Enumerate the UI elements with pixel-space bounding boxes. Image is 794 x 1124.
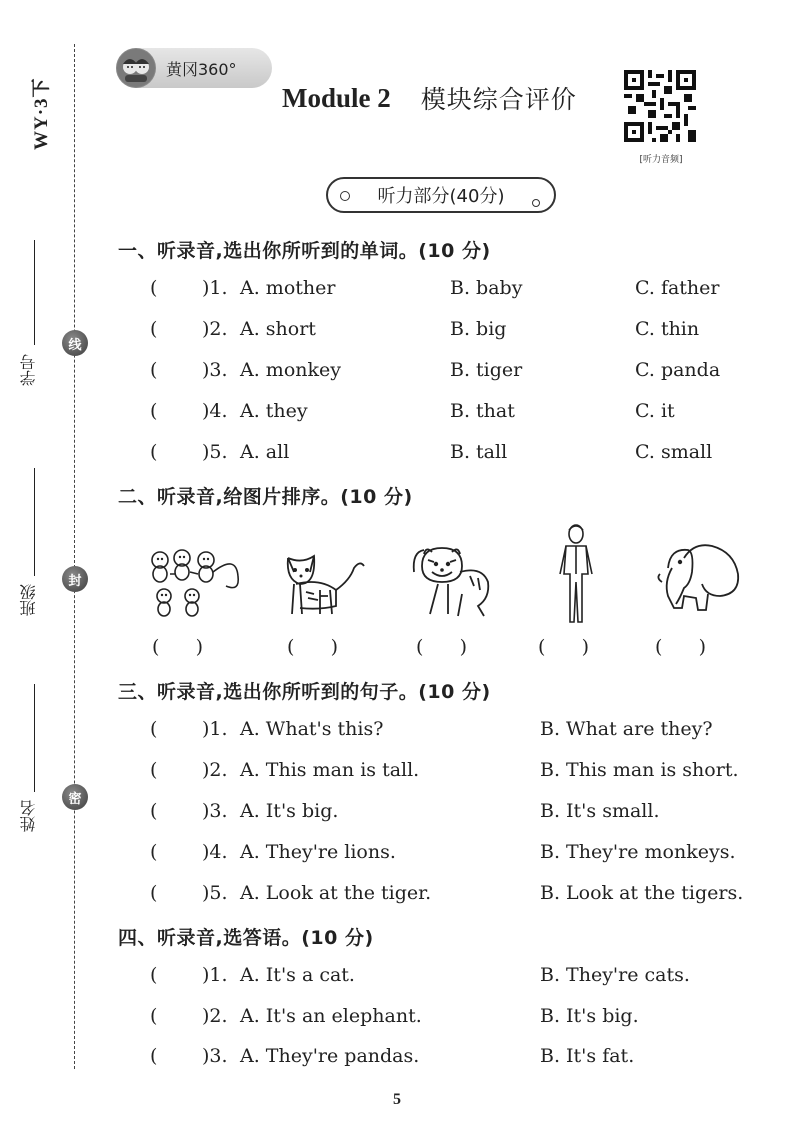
option-a: A. They're pandas. xyxy=(240,1045,420,1067)
question-number: )5. xyxy=(202,882,228,904)
answer-blank[interactable]: ( xyxy=(150,964,158,986)
qr-code-icon[interactable] xyxy=(624,70,696,142)
seal-seal-mark: 封 xyxy=(62,566,88,592)
question-number: )3. xyxy=(202,1045,228,1067)
brand-logo xyxy=(116,48,272,88)
man-icon xyxy=(554,522,598,628)
listening-section-banner xyxy=(326,177,556,213)
option-a: A. It's an elephant. xyxy=(240,1005,422,1027)
part4-heading: 四、听录音,选答语。(10 分) xyxy=(118,927,374,949)
picture-answer-blank[interactable]: ( ) xyxy=(287,636,339,658)
student-number-label: 学号 xyxy=(19,354,38,386)
option-a: A. short xyxy=(240,318,316,340)
qr-code-label: [听力音频] xyxy=(639,155,683,165)
banner-dot-icon xyxy=(340,191,350,201)
answer-blank[interactable]: ( xyxy=(150,1045,158,1067)
class-field[interactable] xyxy=(20,468,50,620)
option-a: A. all xyxy=(240,441,290,463)
option-b: B. tall xyxy=(450,441,508,463)
question-number: )5. xyxy=(202,441,228,463)
picture-answer-blank[interactable]: ( ) xyxy=(655,636,707,658)
banner-dot-icon xyxy=(532,199,540,207)
answer-blank[interactable]: ( xyxy=(150,318,158,340)
question-number: )3. xyxy=(202,359,228,381)
brand-logo-text: 黄冈360° xyxy=(166,59,237,79)
answer-blank[interactable]: ( xyxy=(150,441,158,463)
option-a: A. Look at the tiger. xyxy=(240,882,432,904)
question-number: )2. xyxy=(202,759,228,781)
question-number: )2. xyxy=(202,318,228,340)
student-number-line xyxy=(34,240,35,345)
question-number: )1. xyxy=(202,277,228,299)
option-a: A. It's a cat. xyxy=(240,964,355,986)
option-b: B. What are they? xyxy=(540,718,713,740)
tiger-icon xyxy=(408,542,498,624)
answer-blank[interactable]: ( xyxy=(150,400,158,422)
answer-blank[interactable]: ( xyxy=(150,718,158,740)
option-c: C. panda xyxy=(635,359,721,381)
option-b: B. They're cats. xyxy=(540,964,690,986)
option-c: C. thin xyxy=(635,318,700,340)
class-label: 班级 xyxy=(19,584,38,616)
name-field[interactable] xyxy=(20,684,50,836)
answer-blank[interactable]: ( xyxy=(150,800,158,822)
monkeys-icon xyxy=(146,546,246,622)
picture-answer-blank[interactable]: ( ) xyxy=(152,636,204,658)
option-a: A. they xyxy=(240,400,308,422)
picture-answer-blank[interactable]: ( ) xyxy=(416,636,468,658)
student-number-field[interactable] xyxy=(20,240,50,390)
answer-blank[interactable]: ( xyxy=(150,1005,158,1027)
seal-line-mark: 线 xyxy=(62,330,88,356)
page-title xyxy=(282,78,577,118)
option-c: C. it xyxy=(635,400,675,422)
question-number: )1. xyxy=(202,964,228,986)
answer-blank[interactable]: ( xyxy=(150,759,158,781)
option-b: B. It's fat. xyxy=(540,1045,635,1067)
option-b: B. They're monkeys. xyxy=(540,841,736,863)
cat-icon xyxy=(280,550,370,622)
kids-logo-icon xyxy=(116,48,156,88)
option-b: B. tiger xyxy=(450,359,523,381)
question-number: )3. xyxy=(202,800,228,822)
question-number: )2. xyxy=(202,1005,228,1027)
option-b: B. It's big. xyxy=(540,1005,639,1027)
option-b: B. baby xyxy=(450,277,523,299)
module-title: Module 2 xyxy=(282,82,391,113)
answer-blank[interactable]: ( xyxy=(150,277,158,299)
option-b: B. Look at the tigers. xyxy=(540,882,744,904)
elephant-icon xyxy=(654,538,746,618)
part2-heading: 二、听录音,给图片排序。(10 分) xyxy=(118,486,413,508)
answer-blank[interactable]: ( xyxy=(150,882,158,904)
option-c: C. father xyxy=(635,277,720,299)
part3-heading: 三、听录音,选出你所听到的句子。(10 分) xyxy=(118,681,491,703)
question-number: )4. xyxy=(202,841,228,863)
option-a: A. They're lions. xyxy=(240,841,396,863)
module-subtitle: 模块综合评价 xyxy=(420,85,577,114)
option-a: A. It's big. xyxy=(240,800,339,822)
answer-blank[interactable]: ( xyxy=(150,841,158,863)
option-a: A. mother xyxy=(240,277,336,299)
option-b: B. that xyxy=(450,400,515,422)
question-number: )4. xyxy=(202,400,228,422)
grade-text: WY·3下 xyxy=(31,77,52,150)
seal-secret-mark: 密 xyxy=(62,784,88,810)
grade-label xyxy=(22,62,52,152)
question-number: )1. xyxy=(202,718,228,740)
page-number: 5 xyxy=(393,1091,401,1108)
option-b: B. It's small. xyxy=(540,800,660,822)
name-label: 姓名 xyxy=(19,800,38,832)
option-b: B. This man is short. xyxy=(540,759,739,781)
cut-line-divider xyxy=(74,44,75,1069)
name-line xyxy=(34,684,35,792)
option-a: A. monkey xyxy=(240,359,341,381)
option-b: B. big xyxy=(450,318,507,340)
listening-section-title: 听力部分(40分) xyxy=(377,186,505,207)
option-a: A. What's this? xyxy=(240,718,384,740)
picture-row xyxy=(146,522,756,632)
answer-blank[interactable]: ( xyxy=(150,359,158,381)
option-a: A. This man is tall. xyxy=(240,759,420,781)
class-line xyxy=(34,468,35,576)
picture-answer-blank[interactable]: ( ) xyxy=(538,636,590,658)
option-c: C. small xyxy=(635,441,713,463)
part1-heading: 一、听录音,选出你所听到的单词。(10 分) xyxy=(118,240,491,262)
